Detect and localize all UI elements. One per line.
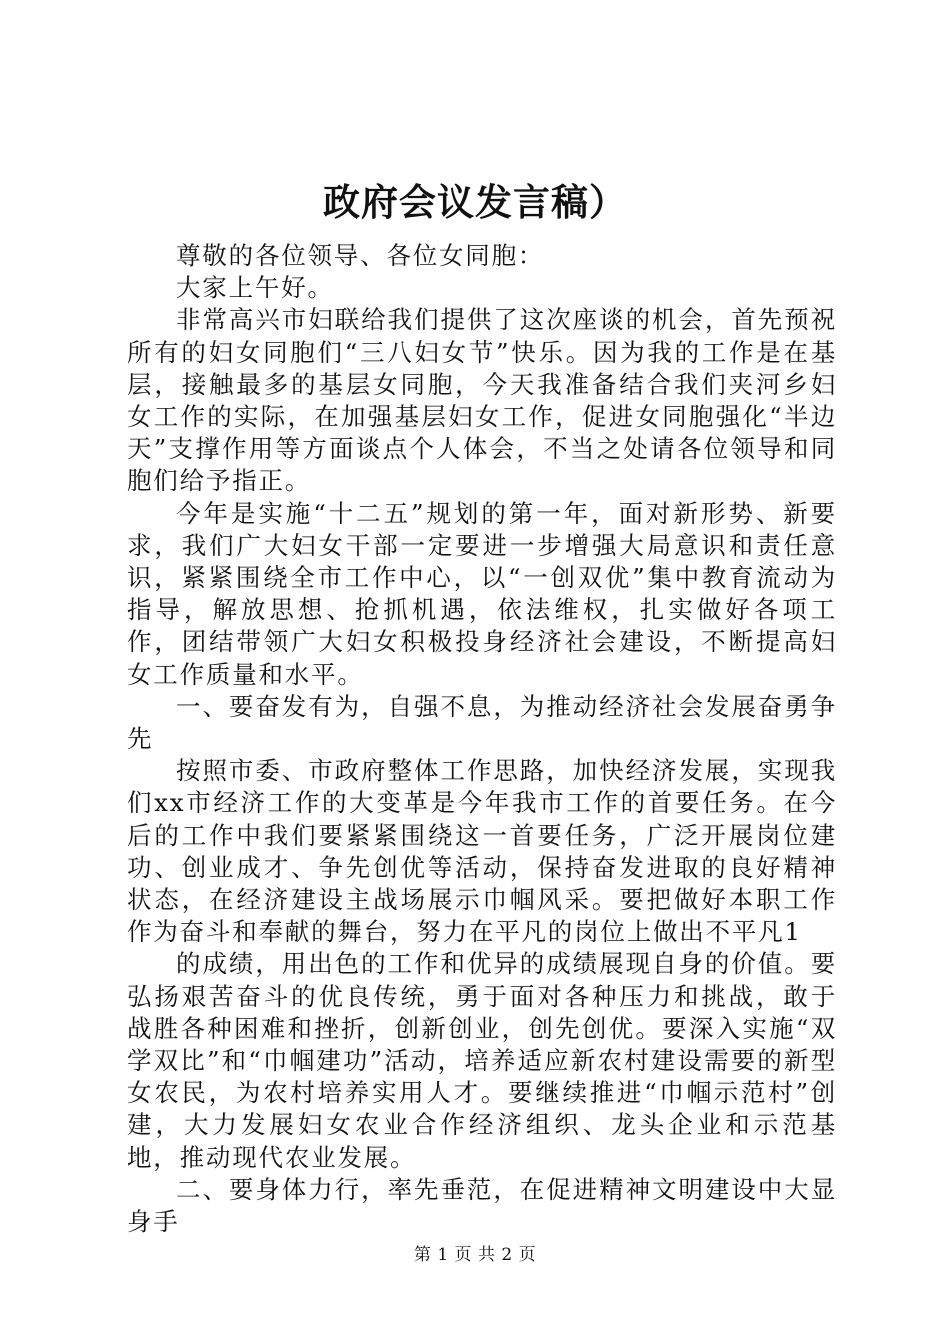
section-heading-two: 二、要身体力行，率先垂范，在促进精神文明建设中大显身手 (127, 1174, 837, 1237)
document-body (127, 240, 837, 1238)
paragraph-section-one-a: 按照市委、市政府整体工作思路，加快经济发展，实现我们xx市经济工作的大变革是今年我市工作的首要任务。在今后的工作中我们要紧紧围绕这一首要任务，广泛开展岗位建功、创业成才、争先创优等活动，保持奋发进取的良好精神状态，在经济建设主战场展示巾帼风采。要把做好本职工作作为奋斗和奉献的舞台，努力在平凡的岗位上做出不平凡1 (127, 756, 837, 947)
page-footer: 第 1 页 共 2 页 (413, 1245, 537, 1265)
paragraph-opening: 非常高兴市妇联给我们提供了这次座谈的机会，首先预祝所有的妇女同胞们“三八妇女节”快乐。因为我的工作是在基层，接触最多的基层女同胞，今天我准备结合我们夹河乡妇女工作的实际，在加强基层妇女工作，促进女同胞强化“半边天”支撑作用等方面谈点个人体会，不当之处请各位领导和同胞们给予指正。 (127, 305, 837, 496)
paragraph-greeting: 大家上午好。 (176, 273, 334, 303)
section-heading-one: 一、要奋发有为，自强不息，为推动经济社会发展奋勇争先 (127, 691, 837, 754)
paragraph-context: 今年是实施“十二五”规划的第一年，面对新形势、新要求，我们广大妇女干部一定要进一步增强大局意识和责任意识，紧紧围绕全市工作中心，以“一创双优”集中教育流动为指导，解放思想、抢抓机遇，依法维权，扎实做好各项工作，团结带领广大妇女积极投身经济社会建设，不断提高妇女工作质量和水平。 (127, 498, 837, 689)
paragraph-section-one-b: 的成绩，用出色的工作和优异的成绩展现自身的价值。要弘扬艰苦奋斗的优良传统，勇于面对各种压力和挑战，敢于战胜各种困难和挫折，创新创业，创先创优。要深入实施“双学双比”和“巾帼建功”活动，培养适应新农村建设需要的新型女农民，为农村培养实用人才。要继续推进“巾帼示范村”创建，大力发展妇女农业合作经济组织、龙头企业和示范基地，推动现代农业发展。 (127, 949, 837, 1172)
document-title: 政府会议发言稿） (323, 180, 627, 224)
paragraph-salutation: 尊敬的各位领导、各位女同胞： (176, 241, 545, 270)
